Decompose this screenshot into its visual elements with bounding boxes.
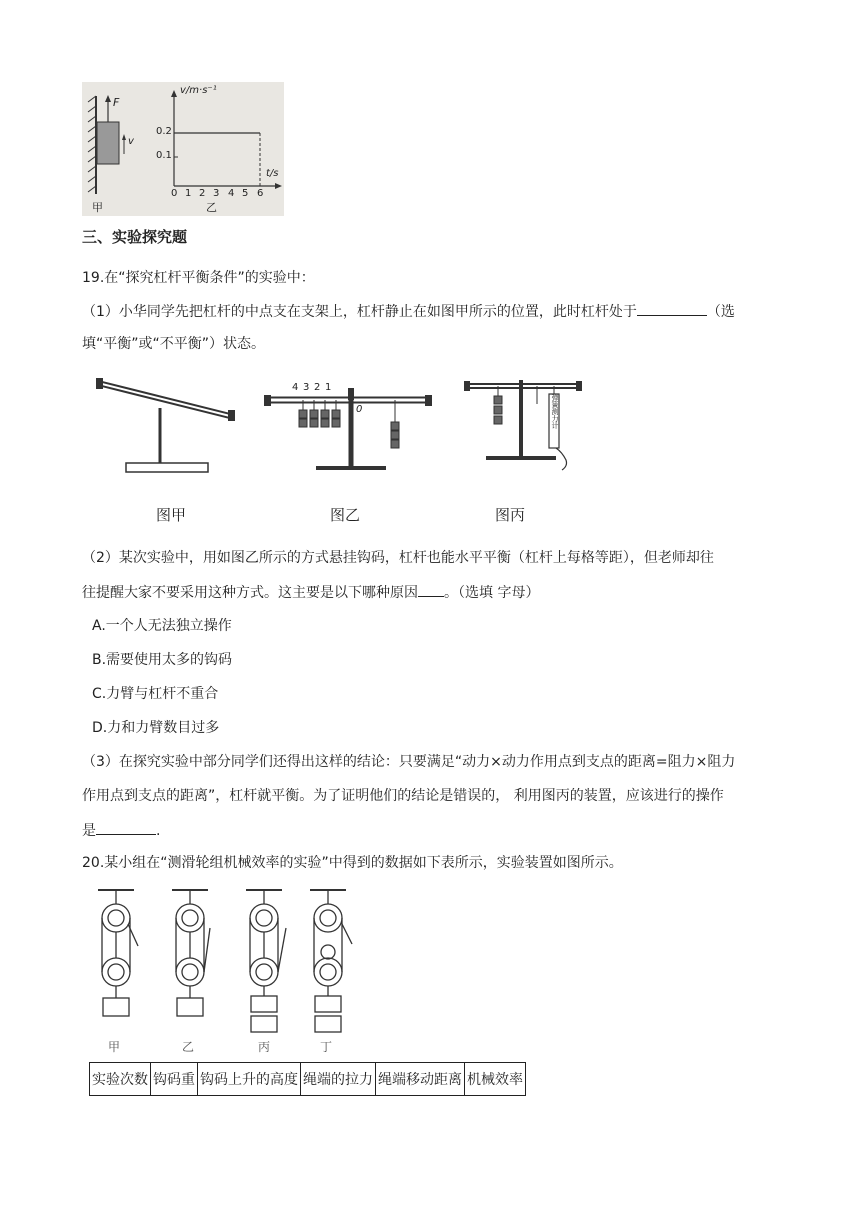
x-axis-label: t/s bbox=[266, 168, 279, 179]
x-tick: 1 bbox=[185, 188, 192, 199]
lever-number: 1 bbox=[325, 382, 332, 393]
table-header-row bbox=[90, 1063, 526, 1096]
lever-number: 2 bbox=[314, 382, 321, 393]
q19-p3-text-end: . bbox=[156, 823, 161, 839]
data-table bbox=[89, 1062, 526, 1096]
q19-p3-text: 是 bbox=[82, 823, 96, 839]
q19-stem: 19.在“探究杠杆平衡条件”的实验中： bbox=[82, 270, 315, 286]
figure-left-label: 甲 bbox=[92, 201, 103, 214]
x-tick: 3 bbox=[213, 188, 220, 199]
x-tick: 6 bbox=[257, 188, 264, 199]
q19-p1-line2: 填“平衡”或“不平衡”）状态。 bbox=[82, 336, 266, 352]
table-header-cell: 钩码上升的高度 bbox=[198, 1063, 301, 1096]
section-title: 三、实验探究题 bbox=[82, 228, 188, 246]
x-tick: 5 bbox=[242, 188, 249, 199]
motion-figure bbox=[82, 82, 284, 216]
answer-blank-2[interactable] bbox=[418, 581, 444, 597]
q19-p2-text-end: 。（选填 字母） bbox=[444, 585, 540, 601]
figure-right-label: 乙 bbox=[206, 201, 217, 214]
spring-scale-label: 弹簧测力计 bbox=[551, 394, 559, 429]
pulley-label-jia: 甲 bbox=[108, 1040, 121, 1054]
force-label: F bbox=[113, 96, 120, 109]
pulley-label-yi: 乙 bbox=[182, 1040, 195, 1054]
answer-blank-3[interactable] bbox=[96, 819, 156, 835]
option-c: C.力臂与杠杆不重合 bbox=[92, 686, 219, 702]
pivot-label: 0 bbox=[356, 404, 363, 415]
lever-figures bbox=[90, 370, 590, 530]
option-a: A.一个人无法独立操作 bbox=[92, 618, 232, 634]
pulley-label-bing: 丙 bbox=[258, 1040, 271, 1054]
table-header-cell: 钩码重 bbox=[151, 1063, 198, 1096]
y-axis-label: v/m·s⁻¹ bbox=[180, 85, 217, 96]
lever-number: 3 bbox=[303, 382, 310, 393]
lever-fig-yi bbox=[264, 388, 432, 468]
q19-p3-line1: （3）在探究实验中部分同学们还得出这样的结论：只要满足“动力×动力作用点到支点的距离=阻力×阻力 bbox=[82, 754, 736, 770]
block bbox=[97, 122, 119, 164]
answer-blank-1[interactable] bbox=[637, 300, 707, 316]
table-header-cell: 绳端移动距离 bbox=[376, 1063, 465, 1096]
q19-p3-line2: 作用点到支点的距离”，杠杆就平衡。为了证明他们的结论是错误的， 利用图丙的装置，应该进行的操作 bbox=[82, 788, 724, 804]
q19-p1-text-end: （选 bbox=[706, 304, 735, 320]
q19-p2-line2 bbox=[82, 581, 539, 603]
lever-fig-jia bbox=[96, 378, 235, 472]
hand bbox=[556, 448, 567, 470]
lever-number: 4 bbox=[292, 382, 299, 393]
q19-p3-line3 bbox=[82, 819, 160, 841]
figure-label-yi: 图乙 bbox=[330, 506, 361, 524]
option-b: B.需要使用太多的钩码 bbox=[92, 652, 233, 668]
q19-p2-line1: （2）某次实验中，用如图乙所示的方式悬挂钩码，杠杆也能水平平衡（杠杆上每格等距），但老师却往 bbox=[82, 550, 714, 566]
q20-stem: 20.某小组在“测滑轮组机械效率的实验”中得到的数据如下表所示，实验装置如图所示。 bbox=[82, 855, 623, 871]
velocity-label: v bbox=[128, 136, 134, 147]
table-header-cell: 机械效率 bbox=[465, 1063, 526, 1096]
x-tick: 0 bbox=[171, 188, 178, 199]
table-header-cell: 实验次数 bbox=[90, 1063, 151, 1096]
q19-p2-text: 往提醒大家不要采用这种方式。这主要是以下哪种原因 bbox=[82, 585, 418, 601]
option-d: D.力和力臂数目过多 bbox=[92, 720, 220, 736]
figure-label-jia: 图甲 bbox=[156, 506, 187, 524]
x-tick: 4 bbox=[228, 188, 235, 199]
lever-fig-bing bbox=[464, 380, 582, 470]
y-tick: 0.1 bbox=[156, 150, 172, 161]
q19-p1-line1 bbox=[82, 300, 735, 322]
q19-p1-text: （1）小华同学先把杠杆的中点支在支架上，杠杆静止在如图甲所示的位置，此时杠杆处于 bbox=[82, 304, 637, 320]
pulley-figures bbox=[90, 884, 370, 1034]
pulley-label-ding: 丁 bbox=[320, 1040, 333, 1054]
pulley-figures-svg bbox=[90, 884, 370, 1034]
table-header-cell: 绳端的拉力 bbox=[301, 1063, 376, 1096]
figure-label-bing: 图丙 bbox=[495, 506, 526, 524]
x-tick: 2 bbox=[199, 188, 206, 199]
y-tick: 0.2 bbox=[156, 126, 172, 137]
